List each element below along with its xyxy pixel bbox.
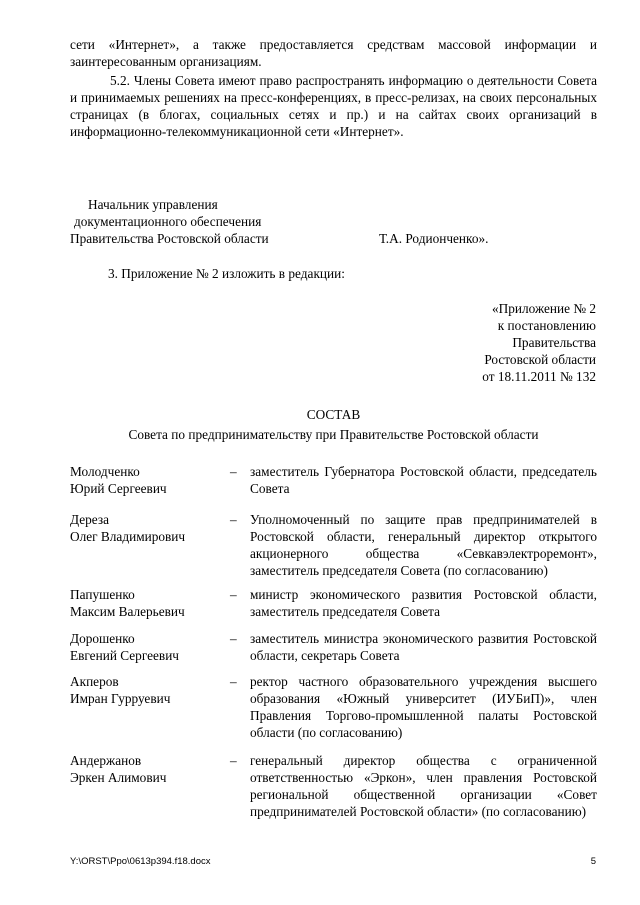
appendix-line: Ростовской области	[484, 352, 596, 367]
signature-name: Т.А. Родионченко».	[379, 231, 489, 246]
member-role: министр экономического развития Ростовской области, заместитель председателя Совета	[250, 587, 597, 619]
footer-page-number: 5	[590, 856, 596, 867]
signature-line-1: Начальник управления	[88, 197, 218, 212]
doc-subtitle: Совета по предпринимательству при Правительстве Ростовской области	[128, 427, 539, 442]
member-dash: –	[230, 512, 237, 527]
footer-file-path: Y:\ORST\Ppo\0613p394.f18.docx	[70, 856, 211, 867]
member-dash: –	[230, 631, 237, 646]
signature-line-3: Правительства Ростовской области	[70, 231, 269, 246]
appendix-header	[396, 300, 596, 385]
doc-title: СОСТАВ	[306, 407, 361, 422]
member-role: генеральный директор общества с ограниченной ответственностью «Эркон», член правления Ростовской региональной общественной организации «Совет предпринимателей Ростовской области» (по согласованию)	[250, 753, 597, 819]
paragraph-intro-continuation: сети «Интернет», а также предоставляется средствам массовой информации и заинтересованным организациям.	[70, 37, 597, 69]
member-dash: –	[230, 464, 237, 479]
appendix-line: «Приложение № 2	[492, 301, 596, 316]
member-role: Уполномоченный по защите прав предпринимателей в Ростовской области, генеральный директор открытого акционерного общества «Севкавэлектроремонт», заместитель председателя Совета (по согласованию)	[250, 512, 597, 578]
member-dash: –	[230, 587, 237, 602]
member-name: Папушенко Максим Валерьевич	[70, 587, 185, 619]
member-dash: –	[230, 674, 237, 689]
member-name: Дорошенко Евгений Сергеевич	[70, 631, 179, 663]
point-3: 3. Приложение № 2 изложить в редакции:	[108, 266, 345, 281]
member-role: заместитель Губернатора Ростовской области, председатель Совета	[250, 464, 597, 496]
member-name: Дереза Олег Владимирович	[70, 512, 186, 544]
appendix-line: Правительства	[512, 335, 596, 350]
paragraph-5-2: 5.2. Члены Совета имеют право распространять информацию о деятельности Совета и принимаемых решениях на пресс-конференциях, в пресс-релизах, на своих персональных страницах (в блогах, социальных сетях и пр.) и на сайтах своих организаций в информационно-телекоммуникационной сети «Интернет».	[70, 73, 597, 139]
member-name: Молодченко Юрий Сергеевич	[70, 464, 167, 496]
member-name: Андержанов Эркен Алимович	[70, 753, 167, 785]
member-name: Акперов Имран Гурруевич	[70, 674, 171, 706]
member-dash: –	[230, 753, 237, 768]
appendix-line: к постановлению	[497, 318, 596, 333]
appendix-line: от 18.11.2011 № 132	[482, 369, 596, 384]
member-role: ректор частного образовательного учреждения высшего образования «Южный университет (ИУБиП)», член Правления Торгово-промышленной палаты Ростовской области (по согласованию)	[250, 674, 597, 740]
member-role: заместитель министра экономического развития Ростовской области, секретарь Совета	[250, 631, 597, 663]
signature-line-2: документационного обеспечения	[74, 214, 262, 229]
